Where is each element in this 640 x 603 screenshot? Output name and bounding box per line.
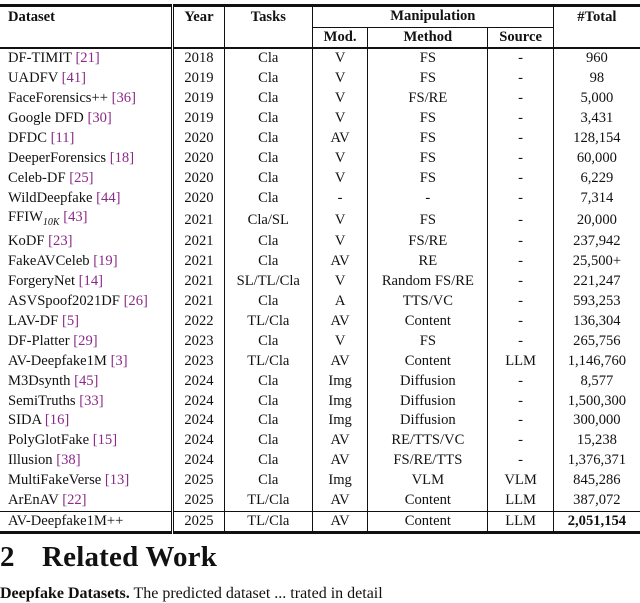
cell-tasks: Cla	[224, 129, 312, 149]
citation-link[interactable]: [5]	[61, 313, 79, 330]
cell-tasks: TL/Cla	[224, 351, 312, 371]
cell-tasks: Cla	[224, 431, 312, 451]
cell-tasks: Cla	[224, 109, 312, 129]
cell-total: 136,304	[573, 313, 621, 330]
cell-source: -	[488, 252, 553, 272]
cell-year: 2024	[173, 391, 224, 411]
cell-mod: A	[312, 292, 367, 312]
dataset-name: SIDA	[8, 412, 42, 429]
cell-tasks: Cla	[224, 188, 312, 208]
cell-method: Diffusion	[368, 391, 488, 411]
citation-link[interactable]: [33]	[79, 392, 104, 409]
dataset-name: DFDC	[8, 130, 47, 146]
dataset-name: SemiTruths	[8, 392, 76, 409]
table-row	[0, 312, 640, 332]
cell-tasks: Cla	[224, 69, 312, 89]
citation-link[interactable]: [43]	[63, 209, 88, 226]
cell-source: -	[488, 451, 553, 471]
cell-method: Content	[368, 312, 488, 332]
cell-method: FS	[368, 69, 488, 89]
cell-year: 2020	[173, 168, 224, 188]
cell-total: 265,756	[573, 332, 621, 349]
cell-source: LLM	[488, 491, 553, 511]
cell-method: FS	[368, 168, 488, 188]
cell-tasks: Cla	[224, 451, 312, 471]
table-row	[0, 48, 640, 69]
citation-link[interactable]: [15]	[92, 432, 118, 449]
section-number: 2	[0, 541, 15, 573]
cell-total: 3,431	[580, 110, 614, 127]
cell-mod: Img	[312, 391, 367, 411]
cell-total: 300,000	[573, 412, 621, 429]
header-tasks: Tasks	[224, 6, 312, 28]
table-row	[0, 272, 640, 292]
dataset-name: UADFV	[8, 70, 59, 87]
cell-source: -	[488, 188, 553, 208]
section-title: Related Work	[42, 541, 218, 573]
cell-method: Content	[368, 491, 488, 511]
cell-mod: AV	[312, 491, 367, 511]
cell-tasks: Cla	[224, 391, 312, 411]
header-empty	[173, 27, 224, 48]
cell-method: FS	[368, 48, 488, 69]
cell-mod: Img	[312, 371, 367, 391]
cell-tasks: Cla	[224, 89, 312, 109]
cell-total: 6,229	[580, 169, 614, 186]
header-year: Year	[173, 6, 224, 28]
cell-method: RE/TTS/VC	[368, 431, 488, 451]
citation-link[interactable]: [38]	[56, 452, 81, 469]
citation-link[interactable]: [45]	[74, 372, 99, 389]
cell-dataset	[0, 391, 173, 411]
cell-source: -	[488, 168, 553, 188]
cell-source: -	[488, 331, 553, 351]
cell-dataset	[0, 168, 173, 188]
cell-year: 2021	[173, 208, 224, 232]
cell-year: 2021	[173, 272, 224, 292]
citation-link[interactable]: [22]	[62, 492, 87, 509]
section-heading	[0, 541, 217, 574]
cell-mod: V	[312, 272, 367, 292]
cell-year: 2024	[173, 431, 224, 451]
header-mod: Mod.	[312, 27, 367, 48]
cell-mod: AV	[312, 312, 367, 332]
table-row	[0, 69, 640, 89]
citation-link[interactable]: [23]	[48, 233, 73, 250]
cell-total: 387,072	[573, 492, 621, 509]
paragraph	[0, 585, 383, 603]
cell-year: 2022	[173, 312, 224, 332]
cell-tasks: Cla	[224, 168, 312, 188]
table-row	[0, 148, 640, 168]
cell-tasks: Cla	[224, 471, 312, 491]
cell-tasks: Cla	[224, 331, 312, 351]
cell-method: Diffusion	[368, 411, 488, 431]
cell-year: 2025	[173, 471, 224, 491]
header-empty	[224, 27, 312, 48]
table-row	[0, 252, 640, 272]
cell-dataset	[0, 471, 173, 491]
dataset-name: MultiFakeVerse	[8, 472, 102, 489]
cell-year: 2019	[173, 69, 224, 89]
cell-source: -	[488, 89, 553, 109]
cell-dataset	[0, 109, 173, 129]
cell-year: 2021	[173, 252, 224, 272]
cell-dataset	[0, 511, 173, 533]
dataset-name: AV-Deepfake1M	[8, 352, 107, 369]
table-row	[0, 371, 640, 391]
cell-year: 2020	[173, 148, 224, 168]
citation-link[interactable]: [13]	[104, 472, 130, 489]
cell-total: 221,247	[573, 273, 621, 290]
cell-source: -	[488, 312, 553, 332]
header-empty	[553, 27, 640, 48]
cell-source: -	[488, 129, 553, 149]
cell-method: Random FS/RE	[368, 272, 488, 292]
header-dataset: Dataset	[0, 6, 173, 28]
cell-total: 7,314	[580, 189, 614, 206]
dataset-name: FFIW	[8, 209, 43, 226]
dataset-name: FaceForensics++	[8, 90, 108, 107]
cell-year: 2024	[173, 411, 224, 431]
dataset-name: WildDeepfake	[8, 189, 93, 206]
cell-dataset	[0, 312, 173, 332]
cell-year: 2020	[173, 129, 224, 149]
cell-mod: V	[312, 148, 367, 168]
table-row	[0, 351, 640, 371]
citation-link[interactable]: [14]	[78, 273, 103, 290]
table-row	[0, 129, 640, 149]
cell-tasks: Cla	[224, 232, 312, 252]
cell-method: RE	[368, 252, 488, 272]
header-manipulation: Manipulation	[312, 6, 553, 28]
cell-dataset	[0, 292, 173, 312]
cell-total: 960	[585, 50, 608, 67]
table-row	[0, 292, 640, 312]
cell-mod: V	[312, 109, 367, 129]
header-total: #Total	[553, 6, 640, 28]
cell-mod: V	[312, 208, 367, 232]
cell-mod: -	[312, 188, 367, 208]
cell-mod: AV	[312, 252, 367, 272]
cell-total: 25,500+	[572, 253, 622, 270]
cell-method: FS	[368, 331, 488, 351]
cell-mod: V	[312, 232, 367, 252]
cell-source: -	[488, 431, 553, 451]
cell-year: 2021	[173, 232, 224, 252]
cell-tasks: SL/TL/Cla	[224, 272, 312, 292]
cell-tasks: Cla/SL	[224, 208, 312, 232]
citation-link[interactable]: [29]	[73, 332, 98, 349]
cell-total: 5,000	[580, 90, 614, 107]
citation-link[interactable]: [41]	[61, 70, 86, 87]
cell-source: -	[488, 48, 553, 69]
dataset-name: FakeAVCeleb	[8, 253, 90, 270]
table-row	[0, 208, 640, 232]
cell-method: FS	[368, 109, 488, 129]
cell-total: 593,253	[573, 293, 621, 310]
cell-mod: AV	[312, 511, 367, 533]
cell-year: 2023	[173, 351, 224, 371]
cell-dataset	[0, 272, 173, 292]
cell-year: 2024	[173, 371, 224, 391]
cell-source: -	[488, 148, 553, 168]
citation-link[interactable]: [16]	[44, 412, 70, 429]
cell-method: FS	[368, 129, 488, 149]
cell-total: 1,376,371	[567, 452, 627, 469]
cell-total: 20,000	[576, 211, 617, 228]
citation-link[interactable]: [30]	[87, 110, 112, 127]
cell-total: 1,146,760	[567, 352, 627, 369]
cell-dataset	[0, 89, 173, 109]
dataset-name: PolyGlotFake	[8, 432, 90, 449]
cell-tasks: TL/Cla	[224, 312, 312, 332]
cell-tasks: Cla	[224, 48, 312, 69]
cell-method: Content	[368, 511, 488, 533]
cell-tasks: TL/Cla	[224, 491, 312, 511]
table-row	[0, 109, 640, 129]
citation-link[interactable]: [44]	[96, 189, 121, 206]
cell-total: 1,500,300	[567, 392, 627, 409]
cell-dataset	[0, 188, 173, 208]
table-row	[0, 411, 640, 431]
table-row	[0, 89, 640, 109]
cell-mod: AV	[312, 431, 367, 451]
cell-source: VLM	[488, 471, 553, 491]
cell-source: -	[488, 292, 553, 312]
dataset-name: DeeperForensics	[8, 149, 107, 166]
cell-dataset	[0, 351, 173, 371]
cell-tasks: Cla	[224, 252, 312, 272]
cell-dataset	[0, 371, 173, 391]
cell-method: -	[368, 188, 488, 208]
cell-dataset	[0, 69, 173, 89]
cell-mod: V	[312, 89, 367, 109]
cell-method: FS/RE	[368, 232, 488, 252]
paragraph-lead: Deepfake Datasets.	[0, 585, 130, 602]
dataset-name: LAV-DF	[8, 313, 59, 330]
cell-year: 2025	[173, 511, 224, 533]
cell-tasks: Cla	[224, 148, 312, 168]
cell-mod: AV	[312, 451, 367, 471]
cell-mod: AV	[312, 129, 367, 149]
cell-mod: V	[312, 48, 367, 69]
cell-source: -	[488, 411, 553, 431]
cell-dataset	[0, 129, 173, 149]
cell-mod: Img	[312, 411, 367, 431]
cell-source: LLM	[488, 351, 553, 371]
dataset-name: M3Dsynth	[8, 372, 71, 389]
cell-dataset	[0, 411, 173, 431]
cell-total: 60,000	[576, 149, 617, 166]
table-row	[0, 431, 640, 451]
citation-link[interactable]: [21]	[75, 50, 100, 67]
cell-tasks: Cla	[224, 371, 312, 391]
header-empty	[0, 27, 173, 48]
cell-source: -	[488, 391, 553, 411]
cell-method: FS/RE	[368, 89, 488, 109]
cell-dataset	[0, 252, 173, 272]
cell-method: Diffusion	[368, 371, 488, 391]
cell-year: 2018	[173, 48, 224, 69]
cell-year: 2021	[173, 292, 224, 312]
table-body	[0, 48, 640, 533]
dataset-name: KoDF	[8, 233, 45, 250]
cell-mod: V	[312, 331, 367, 351]
cell-dataset	[0, 208, 173, 232]
cell-total: 845,286	[573, 472, 621, 489]
header-source: Source	[488, 27, 553, 48]
dataset-name: ASVSpoof2021DF	[8, 293, 120, 310]
paragraph-text: The predicted dataset ... trated in detail	[133, 585, 383, 602]
dataset-name: DF-TIMIT	[8, 50, 72, 67]
cell-dataset	[0, 431, 173, 451]
cell-year: 2024	[173, 451, 224, 471]
cell-dataset	[0, 148, 173, 168]
header-method: Method	[368, 27, 488, 48]
datasets-comparison-table	[0, 4, 640, 534]
cell-total: 15,238	[576, 432, 617, 449]
cell-method: TTS/VC	[368, 292, 488, 312]
table-row	[0, 471, 640, 491]
cell-total: 8,577	[580, 372, 614, 389]
cell-year: 2020	[173, 188, 224, 208]
dataset-name: Celeb-DF	[8, 169, 66, 186]
dataset-name: AV-Deepfake1M++	[8, 512, 124, 529]
cell-mod: V	[312, 69, 367, 89]
dataset-name: Google DFD	[8, 110, 84, 127]
cell-tasks: Cla	[224, 411, 312, 431]
table-row	[0, 188, 640, 208]
cell-method: FS	[368, 208, 488, 232]
cell-method: Content	[368, 351, 488, 371]
cell-source: -	[488, 69, 553, 89]
cell-dataset	[0, 451, 173, 471]
table-row	[0, 232, 640, 252]
cell-method: VLM	[368, 471, 488, 491]
cell-source: -	[488, 272, 553, 292]
cell-source: -	[488, 232, 553, 252]
cell-source: -	[488, 371, 553, 391]
cell-year: 2023	[173, 331, 224, 351]
table-row	[0, 391, 640, 411]
dataset-name: ForgeryNet	[8, 273, 76, 290]
table-row	[0, 168, 640, 188]
cell-mod: V	[312, 168, 367, 188]
table-row	[0, 451, 640, 471]
cell-method: FS	[368, 148, 488, 168]
cell-total: 2,051,154	[553, 511, 640, 533]
cell-mod: Img	[312, 471, 367, 491]
table-row	[0, 331, 640, 351]
cell-source: -	[488, 208, 553, 232]
citation-link[interactable]: [3]	[110, 352, 128, 369]
cell-year: 2019	[173, 89, 224, 109]
dataset-name: ArEnAV	[8, 492, 59, 509]
citation-link[interactable]: [36]	[111, 90, 136, 107]
cell-method: FS/RE/TTS	[368, 451, 488, 471]
citation-link[interactable]: [18]	[109, 149, 135, 166]
cell-total: 128,154	[573, 130, 621, 146]
cell-dataset	[0, 491, 173, 511]
cell-total: 237,942	[573, 233, 621, 250]
table-row	[0, 511, 640, 533]
dataset-subscript: 10K	[42, 217, 60, 229]
cell-tasks: Cla	[224, 292, 312, 312]
table-row	[0, 491, 640, 511]
cell-mod: AV	[312, 351, 367, 371]
dataset-name: Illusion	[8, 452, 53, 469]
citation-link[interactable]: [25]	[69, 169, 94, 186]
citation-link[interactable]: [26]	[123, 293, 148, 310]
cell-year: 2019	[173, 109, 224, 129]
citation-link[interactable]: [19]	[93, 253, 118, 270]
citation-link[interactable]: [11]	[50, 130, 75, 146]
cell-source: -	[488, 109, 553, 129]
cell-source: LLM	[488, 511, 553, 533]
cell-total: 98	[589, 70, 605, 87]
cell-year: 2025	[173, 491, 224, 511]
cell-tasks: TL/Cla	[224, 511, 312, 533]
cell-dataset	[0, 48, 173, 69]
cell-dataset	[0, 331, 173, 351]
dataset-name: DF-Platter	[8, 332, 70, 349]
cell-dataset	[0, 232, 173, 252]
